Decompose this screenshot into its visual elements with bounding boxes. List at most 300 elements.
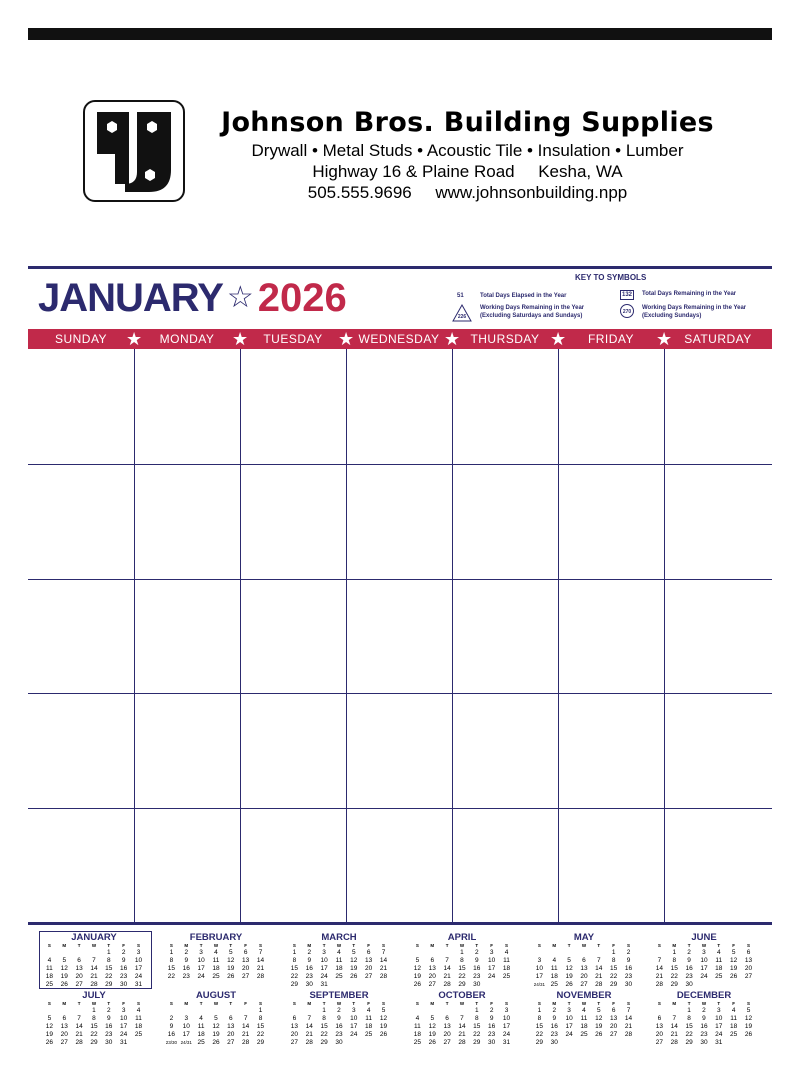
mini-day: 17 (715, 1023, 723, 1030)
mini-day: 11 (414, 1023, 421, 1030)
mini-day (57, 949, 72, 957)
mini-day: 11 (715, 957, 723, 964)
mini-day: 18 (335, 965, 343, 972)
mini-day-header: F (122, 943, 126, 948)
mini-day-header: F (122, 1001, 126, 1006)
mini-day-header: T (475, 943, 479, 948)
mini-day: 11 (335, 957, 343, 964)
mini-day: 11 (365, 1015, 373, 1022)
mini-day: 14 (624, 1015, 633, 1022)
mini-day: 3 (199, 949, 203, 956)
mini-day: 9 (687, 957, 691, 964)
mini-day: 29 (105, 981, 113, 988)
mini-month (652, 990, 756, 1047)
mini-day (425, 949, 440, 957)
mini-day-header: T (687, 943, 691, 948)
mini-day: 1 (474, 1007, 479, 1014)
mini-day: 26 (212, 1039, 220, 1046)
mini-day: 10 (565, 1015, 573, 1022)
mini-day: 14 (75, 1023, 83, 1030)
grid-line-vertical (240, 349, 241, 923)
mini-day (726, 1039, 741, 1047)
key-working-sun (620, 304, 770, 324)
mini-day: 4 (731, 1007, 736, 1014)
mini-month (42, 932, 146, 989)
key-working-sat (452, 304, 612, 324)
mini-day-header: W (581, 943, 587, 948)
mini-day: 25 (413, 1039, 422, 1046)
mini-day-header: T (717, 943, 721, 948)
mini-day: 16 (473, 965, 481, 972)
mini-day: 2 (337, 1007, 341, 1014)
mini-day: 21 (443, 973, 451, 980)
mini-day: 10 (535, 965, 544, 972)
mini-day: 24 (502, 1031, 511, 1038)
mini-month-table (42, 1001, 146, 1047)
mini-day: 15 (458, 965, 466, 972)
mini-day: 6 (582, 957, 586, 964)
mini-day: 6 (445, 1015, 449, 1022)
mini-day: 26 (45, 1039, 54, 1046)
mini-day: 21 (458, 1031, 466, 1038)
mini-day: 21 (256, 965, 265, 972)
mini-day: 2 (626, 949, 631, 956)
mini-day-header: S (47, 943, 51, 948)
mini-month-table (410, 943, 514, 989)
mini-month-title: APRIL (447, 932, 477, 943)
mini-day: 19 (595, 1023, 603, 1030)
mini-day: 29 (256, 1039, 265, 1046)
mini-day: 2 (307, 949, 312, 956)
mini-day (547, 949, 562, 957)
mini-day: 19 (744, 1023, 753, 1030)
mini-day: 13 (242, 957, 250, 964)
mini-day: 30 (305, 981, 313, 988)
mini-day: 15 (535, 1023, 544, 1030)
mini-day: 10 (120, 1015, 128, 1022)
mini-day: 1 (169, 949, 174, 956)
mini-day: 13 (365, 957, 373, 964)
mini-day: 26 (428, 1039, 436, 1046)
mini-day: 27 (365, 973, 373, 980)
mini-day: 4 (582, 1007, 586, 1014)
mini-month-title: JUNE (691, 932, 717, 943)
mini-day (209, 1007, 224, 1015)
month-grid (28, 349, 772, 923)
mini-day-header: M (184, 943, 189, 948)
grid-line-vertical (664, 349, 665, 923)
mini-day: 23 (488, 1031, 496, 1038)
mini-day: 10 (182, 1023, 190, 1030)
mini-day-header: S (505, 1001, 509, 1006)
mini-day: 17 (488, 965, 496, 972)
mini-day: 27 (655, 1039, 664, 1046)
mini-day: 6 (292, 1015, 297, 1022)
mini-day-header: T (567, 943, 571, 948)
mini-day: 23 (550, 1031, 558, 1038)
mini-day: 12 (565, 965, 573, 972)
mini-day: 10 (700, 957, 708, 964)
day-header-friday: FRIDAY (587, 332, 635, 346)
mini-day: 6 (657, 1015, 662, 1022)
weekday-band (28, 329, 772, 349)
mini-day: 10 (197, 957, 205, 964)
mini-day: 29 (535, 1039, 544, 1046)
mini-day: 22 (685, 1031, 693, 1038)
mini-day-header: S (292, 943, 296, 948)
mini-day: 13 (744, 957, 753, 964)
mini-day-header: F (490, 943, 494, 948)
mini-day: 14 (458, 1023, 466, 1030)
mini-day: 4 (337, 949, 341, 956)
mini-day: 4 (552, 957, 557, 964)
mini-day: 8 (474, 1015, 479, 1022)
mini-day-header: M (552, 943, 557, 948)
mini-day: 7 (92, 957, 96, 964)
mini-day: 12 (730, 957, 738, 964)
mini-day (346, 1039, 361, 1047)
mini-day: 9 (106, 1015, 111, 1022)
mini-day: 13 (443, 1023, 451, 1030)
mini-day: 24 (197, 973, 205, 980)
mini-day-header: M (62, 943, 67, 948)
mini-day: 19 (379, 1023, 388, 1030)
mini-day: 22 (290, 973, 299, 980)
mini-day: 26 (227, 973, 235, 980)
mini-day: 30 (685, 981, 693, 988)
mini-day: 19 (60, 973, 68, 980)
mini-day: 11 (503, 957, 510, 964)
mini-day: 30 (473, 981, 481, 988)
mini-day-header: T (322, 943, 326, 948)
mini-day (410, 1007, 425, 1015)
key-remaining (620, 290, 770, 302)
key-working-sat-symbol: 226 (457, 314, 467, 320)
mini-day: 6 (611, 1007, 616, 1014)
mini-day-header: S (627, 943, 631, 948)
mini-day (591, 1039, 606, 1047)
mini-day: 2 (184, 949, 189, 956)
logo-mark-icon (85, 102, 183, 200)
mini-day: 22 (256, 1031, 265, 1038)
mini-day (361, 1039, 376, 1047)
mini-day-header: T (229, 1001, 233, 1006)
mini-day-header: S (657, 1001, 661, 1006)
mini-day-header: T (107, 1001, 111, 1006)
mini-day: 5 (746, 1007, 751, 1014)
mini-day: 21 (379, 965, 388, 972)
mini-month-title: SEPTEMBER (309, 990, 369, 1001)
mini-day-header: T (229, 943, 233, 948)
mini-day-header: T (445, 943, 449, 948)
mini-day: 7 (657, 957, 662, 964)
mini-day: 15 (167, 965, 176, 972)
mini-month (410, 932, 514, 989)
mini-day-header: W (336, 1001, 342, 1006)
mini-day: 3 (504, 1007, 509, 1014)
mini-day: 21 (595, 973, 603, 980)
mini-day: 24/31 (180, 1040, 192, 1045)
mini-day (164, 1007, 179, 1015)
mini-day (179, 1007, 194, 1015)
mini-day: 28 (256, 973, 265, 980)
mini-day: 8 (258, 1015, 263, 1022)
mini-day: 13 (655, 1023, 664, 1030)
mini-day: 1 (322, 1007, 326, 1014)
mini-day: 10 (715, 1015, 723, 1022)
mini-day: 27 (580, 981, 588, 988)
mini-day (72, 1007, 87, 1015)
mini-month (532, 932, 636, 989)
mini-day (484, 981, 499, 989)
mini-day: 30 (120, 981, 128, 988)
mini-day-header: T (322, 1001, 326, 1006)
mini-day: 6 (430, 957, 435, 964)
grid-line-horizontal (28, 808, 772, 809)
mini-day: 11 (46, 965, 53, 972)
mini-day: 9 (474, 957, 479, 964)
mini-day: 19 (227, 965, 235, 972)
mini-day-header: F (367, 943, 371, 948)
mini-day: 24 (700, 973, 708, 980)
mini-day: 21 (242, 1031, 250, 1038)
mini-day: 15 (610, 965, 618, 972)
mini-day: 3 (136, 949, 141, 956)
grid-line-horizontal (28, 579, 772, 580)
mini-day: 22 (90, 1031, 98, 1038)
mini-day: 8 (92, 1015, 96, 1022)
mini-day (42, 1007, 57, 1015)
mini-day: 15 (473, 1023, 481, 1030)
mini-day: 9 (184, 957, 189, 964)
mini-day: 16 (624, 965, 633, 972)
mini-day: 3 (567, 1007, 571, 1014)
mini-month-title: DECEMBER (676, 990, 732, 1001)
mini-day: 8 (611, 957, 616, 964)
mini-day: 27 (290, 1039, 299, 1046)
mini-day: 21 (305, 1031, 313, 1038)
mini-day-header: T (107, 943, 111, 948)
mini-day: 15 (685, 1023, 693, 1030)
mini-day-header: T (199, 1001, 203, 1006)
mini-day-header: S (382, 1001, 386, 1006)
mini-day: 5 (214, 1015, 218, 1022)
mini-day-header: T (77, 943, 81, 948)
mini-day: 28 (655, 981, 664, 988)
mini-day: 27 (443, 1039, 451, 1046)
mini-month (532, 990, 636, 1047)
mini-month (164, 932, 268, 981)
mini-day-header: T (352, 943, 356, 948)
mini-day: 20 (655, 1031, 664, 1038)
mini-day-header: F (612, 1001, 616, 1006)
mini-day: 6 (62, 1015, 67, 1022)
mini-day: 11 (730, 1015, 738, 1022)
mini-day: 19 (730, 965, 738, 972)
mini-day: 23 (305, 973, 313, 980)
mini-day (711, 981, 726, 989)
mini-day-header: S (505, 943, 509, 948)
mini-month-table (532, 1001, 636, 1047)
mini-day: 18 (365, 1023, 373, 1030)
mini-day-header: S (259, 1001, 263, 1006)
mini-day: 29 (290, 981, 299, 988)
mini-day: 29 (473, 1039, 481, 1046)
mini-day: 25 (45, 981, 54, 988)
mini-day: 20 (242, 965, 250, 972)
mini-day: 20 (75, 973, 83, 980)
mini-day (223, 1007, 238, 1015)
mini-day-header: F (732, 1001, 736, 1006)
day-header-sunday: SUNDAY (54, 332, 108, 346)
mini-day: 13 (75, 965, 83, 972)
mini-day: 15 (670, 965, 678, 972)
mini-day: 13 (227, 1023, 235, 1030)
mini-day: 19 (212, 1031, 220, 1038)
mini-day: 16 (700, 1023, 708, 1030)
mini-day-header: F (367, 1001, 371, 1006)
mini-day-header: S (382, 943, 386, 948)
mini-month (287, 932, 391, 989)
mini-day: 24 (134, 973, 143, 980)
mini-day: 7 (445, 957, 449, 964)
mini-day: 4 (716, 949, 721, 956)
mini-day (302, 1007, 317, 1015)
mini-day: 25 (730, 1031, 738, 1038)
mini-day: 5 (415, 957, 420, 964)
company-name: Johnson Bros. Building Supplies (221, 107, 714, 138)
mini-day: 25 (212, 973, 220, 980)
mini-day: 10 (320, 957, 328, 964)
mini-day-header: F (490, 1001, 494, 1006)
mini-day-header: S (415, 1001, 419, 1006)
month-name: JANUARY (38, 276, 223, 320)
mini-day: 26 (744, 1031, 753, 1038)
mini-day: 7 (77, 1015, 81, 1022)
mini-day-header: T (597, 1001, 601, 1006)
mini-day: 16 (182, 965, 190, 972)
mini-day (440, 949, 455, 957)
mini-day: 16 (167, 1031, 176, 1038)
mini-day: 11 (197, 1023, 205, 1030)
mini-day: 11 (212, 957, 220, 964)
mini-day: 4 (366, 1007, 371, 1014)
mini-month-table (652, 943, 756, 989)
mini-day: 14 (379, 957, 388, 964)
mini-day-header: M (552, 1001, 557, 1006)
mini-day-header: T (717, 1001, 721, 1006)
mini-day: 25 (550, 981, 558, 988)
mini-day: 24/31 (533, 982, 546, 987)
mini-day: 13 (428, 965, 436, 972)
mini-day-header: T (567, 1001, 571, 1006)
mini-day: 5 (228, 949, 233, 956)
mini-day: 25 (502, 973, 511, 980)
mini-day: 22 (105, 973, 113, 980)
mini-day: 2 (121, 949, 126, 956)
grid-line-vertical (134, 349, 135, 923)
mini-day (455, 1007, 470, 1015)
mini-day-header: S (415, 943, 419, 948)
mini-day: 7 (626, 1007, 631, 1014)
mini-day (577, 949, 592, 957)
mini-day: 12 (379, 1015, 388, 1022)
mini-day: 7 (258, 949, 263, 956)
mini-day-header: S (292, 1001, 296, 1006)
mini-day: 31 (715, 1039, 723, 1046)
mini-day-header: S (137, 1001, 141, 1006)
mini-day-header: S (169, 1001, 173, 1006)
mini-day: 9 (626, 957, 631, 964)
mini-day: 1 (687, 1007, 691, 1014)
mini-day: 12 (428, 1023, 436, 1030)
key-elapsed-label: Total Days Elapsed in the Year (480, 293, 567, 299)
mini-day (440, 1007, 455, 1015)
mini-day-header: F (732, 943, 736, 948)
mini-day: 18 (715, 965, 723, 972)
mini-day: 5 (62, 957, 67, 964)
mini-day (562, 1039, 577, 1047)
mini-day: 17 (182, 1031, 190, 1038)
mini-day: 9 (489, 1015, 494, 1022)
mini-day: 26 (565, 981, 573, 988)
mini-day: 3 (702, 949, 706, 956)
mini-day: 23 (473, 973, 481, 980)
mini-day: 27 (242, 973, 250, 980)
mini-day: 20 (443, 1031, 451, 1038)
mini-month-table (164, 943, 268, 981)
mini-day: 30 (488, 1039, 496, 1046)
mini-day-header: M (307, 1001, 312, 1006)
mini-day: 9 (552, 1015, 557, 1022)
mini-day: 4 (47, 957, 52, 964)
mini-day: 25 (197, 1039, 205, 1046)
grid-line-vertical (346, 349, 347, 923)
key-elapsed (452, 292, 612, 302)
mini-day: 17 (565, 1023, 573, 1030)
mini-day-header: T (475, 1001, 479, 1006)
mini-day: 25 (715, 973, 723, 980)
company-header (200, 106, 735, 203)
mini-day: 28 (458, 1039, 466, 1046)
key-working-sat-label: Working Days Remaining in the Year (Excluding Saturdays and Sundays) (480, 305, 585, 319)
key-working-sun-symbol: 270 (620, 304, 634, 318)
mini-day: 7 (381, 949, 386, 956)
mini-day-header: W (701, 1001, 707, 1006)
mini-day-header: S (657, 943, 661, 948)
mini-day: 25 (134, 1031, 143, 1038)
mini-day: 13 (610, 1015, 618, 1022)
mini-day: 18 (134, 1023, 143, 1030)
mini-day: 5 (381, 1007, 386, 1014)
mini-day: 12 (350, 957, 358, 964)
mini-day-header: T (199, 943, 203, 948)
mini-day: 25 (580, 1031, 588, 1038)
mini-day: 4 (415, 1015, 420, 1022)
mini-day: 29 (610, 981, 618, 988)
mini-day: 14 (256, 957, 265, 964)
mini-day: 6 (228, 1015, 233, 1022)
mini-day: 26 (730, 973, 738, 980)
mini-day: 23 (624, 973, 633, 980)
mini-day: 30 (700, 1039, 708, 1046)
mini-day-header: W (459, 943, 465, 948)
mini-day: 20 (365, 965, 373, 972)
mini-day-header: S (627, 1001, 631, 1006)
mini-day: 31 (320, 981, 328, 988)
mini-day: 24 (120, 1031, 128, 1038)
mini-day-header: W (581, 1001, 587, 1006)
